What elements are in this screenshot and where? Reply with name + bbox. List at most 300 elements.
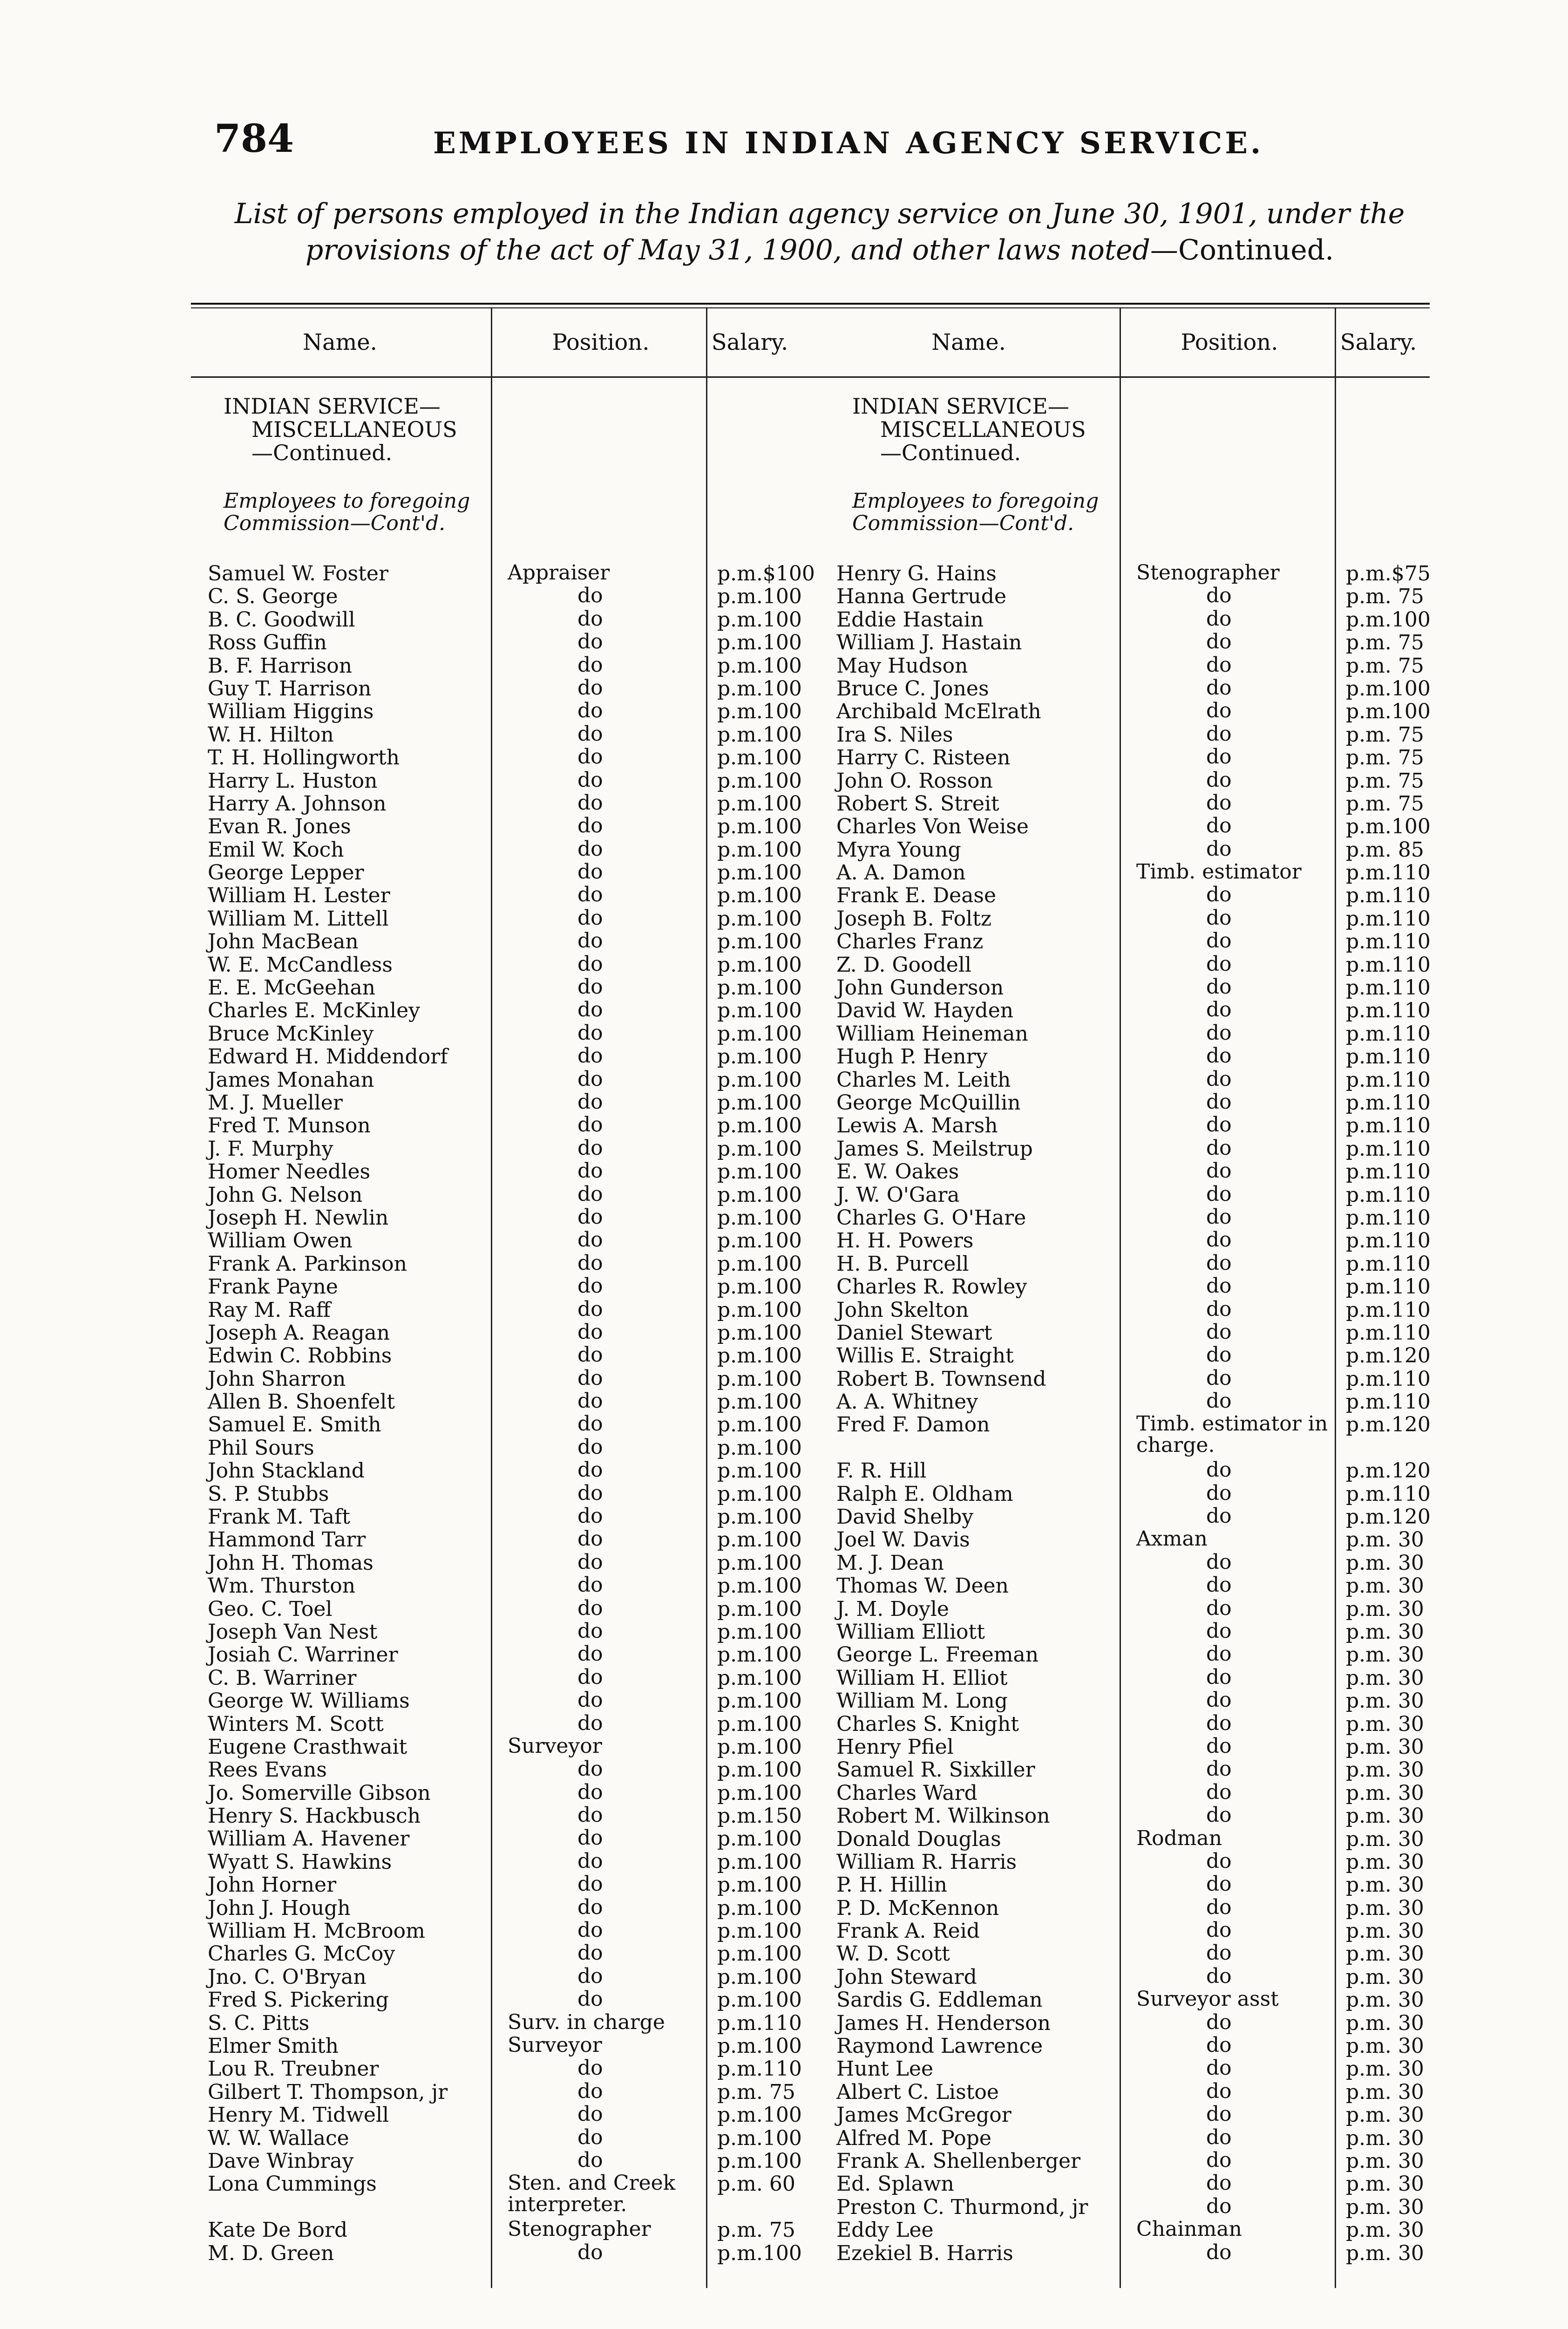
employee-salary: p.m. 30 xyxy=(1346,1850,1424,1874)
employee-salary: p.m.110 xyxy=(1346,1367,1431,1391)
table-row xyxy=(191,1228,802,1253)
employee-salary: p.m. 75 xyxy=(717,2080,795,2104)
table-row xyxy=(820,1297,1431,1322)
table-row xyxy=(820,2171,1424,2196)
table-row xyxy=(191,1941,802,1966)
table-row xyxy=(191,1504,802,1529)
employee-position: do xyxy=(1206,1803,1232,1827)
employee-position: do xyxy=(1206,1619,1232,1643)
table-row xyxy=(820,1090,1431,1115)
section-subtitle-line: Employees to foregoing xyxy=(852,489,1099,513)
table-row xyxy=(191,2148,802,2173)
employee-salary: p.m. 30 xyxy=(1346,1804,1424,1828)
employee-salary: p.m.100 xyxy=(717,654,802,678)
table-row xyxy=(191,1136,802,1161)
table-row xyxy=(191,1550,802,1575)
employee-salary: p.m. 30 xyxy=(1346,1712,1424,1736)
employee-position: do xyxy=(1206,699,1232,723)
table-row xyxy=(191,1688,802,1713)
employee-name: Raymond Lawrence xyxy=(836,2034,1043,2058)
section-title-line: —Continued. xyxy=(251,440,393,465)
table-row xyxy=(191,2171,795,2219)
employee-name: John H. Thomas xyxy=(208,1551,373,1575)
employee-salary: p.m.100 xyxy=(717,1735,802,1759)
employee-position: do xyxy=(577,1527,603,1551)
employee-name: Frank E. Dease xyxy=(836,884,997,908)
employee-position: do xyxy=(1206,837,1232,861)
employee-position: do xyxy=(577,1021,603,1045)
employee-position: do xyxy=(577,745,603,769)
employee-position: do xyxy=(1206,584,1232,608)
employee-position: Surveyor xyxy=(508,1734,602,1758)
employee-salary: p.m. 30 xyxy=(1346,1896,1424,1920)
employee-name: Rees Evans xyxy=(208,1758,327,1782)
employee-salary: p.m.100 xyxy=(717,1275,802,1299)
employee-position: do xyxy=(577,1113,603,1137)
employee-position: do xyxy=(577,1550,603,1574)
table-row xyxy=(820,1688,1424,1713)
employee-salary: p.m. 30 xyxy=(1346,2080,1424,2104)
table-row xyxy=(191,906,802,931)
table-row xyxy=(820,1964,1424,1989)
table-row xyxy=(820,699,1431,724)
employee-position: do xyxy=(577,2148,603,2172)
employee-position: do xyxy=(577,1205,603,1229)
employee-salary: p.m. 30 xyxy=(1346,2011,1424,2035)
column-header-salary: Salary. xyxy=(711,329,788,355)
table-row xyxy=(191,1113,802,1138)
employee-name: F. R. Hill xyxy=(836,1459,927,1483)
employee-position: do xyxy=(1206,1090,1232,1114)
employee-name: Preston C. Thurmond, jr xyxy=(836,2195,1088,2219)
employee-salary: p.m.100 xyxy=(717,1919,802,1943)
employee-position: do xyxy=(577,1090,603,1114)
employee-name: Charles Ward xyxy=(836,1781,977,1805)
table-row xyxy=(820,2010,1424,2035)
employee-salary: p.m.100 xyxy=(717,861,802,885)
employee-salary: p.m.100 xyxy=(717,1666,802,1690)
employee-name: George L. Freeman xyxy=(836,1643,1039,1667)
table-row xyxy=(191,2217,795,2242)
table-row xyxy=(191,1642,802,1667)
employee-position: do xyxy=(577,699,603,723)
table-row xyxy=(820,1504,1431,1529)
employee-salary: p.m. 85 xyxy=(1346,838,1424,862)
employee-name: Lou R. Treubner xyxy=(208,2057,379,2081)
employee-position: do xyxy=(1206,1711,1232,1735)
employee-name: William Higgins xyxy=(208,700,374,724)
employee-salary: p.m.100 xyxy=(717,676,802,701)
table-row xyxy=(191,745,802,770)
section-title-line: MISCELLANEOUS xyxy=(880,417,1086,442)
employee-salary: p.m.100 xyxy=(717,1873,802,1897)
employee-salary: p.m. 30 xyxy=(1346,1758,1424,1782)
employee-name: S. P. Stubbs xyxy=(208,1482,329,1506)
table-row xyxy=(820,1734,1424,1759)
employee-name: John Stackland xyxy=(208,1459,365,1483)
employee-position: do xyxy=(577,1757,603,1781)
employee-name: Alfred M. Pope xyxy=(836,2126,991,2150)
employee-name: Samuel R. Sixkiller xyxy=(836,1758,1035,1782)
employee-name: James H. Henderson xyxy=(836,2011,1051,2035)
table-row xyxy=(191,998,802,1023)
employee-salary: p.m.100 xyxy=(717,722,802,747)
employee-salary: p.m.100 xyxy=(717,1965,802,1989)
employee-name: Elmer Smith xyxy=(208,2034,339,2058)
employee-position: do xyxy=(577,1251,603,1275)
employee-salary: p.m.100 xyxy=(717,1942,802,1966)
table-row xyxy=(191,1458,802,1483)
employee-name: Dave Winbray xyxy=(208,2149,354,2173)
employee-salary: p.m.100 xyxy=(717,1620,802,1644)
employee-position: Timb. estimator xyxy=(1136,860,1302,884)
employee-name: Lewis A. Marsh xyxy=(836,1114,998,1138)
employee-salary: p.m.100 xyxy=(717,585,802,609)
employee-name: Samuel W. Foster xyxy=(208,562,388,586)
table-row xyxy=(820,1021,1431,1046)
employee-salary: p.m.100 xyxy=(717,2103,802,2127)
table-row xyxy=(191,1757,802,1782)
employee-name: John Sharron xyxy=(208,1367,346,1391)
employee-position: do xyxy=(577,1044,603,1068)
employee-salary: p.m. 30 xyxy=(1346,1827,1424,1851)
employee-salary: p.m.100 xyxy=(717,1045,802,1069)
employee-position: Timb. estimator in charge. xyxy=(1136,1412,1328,1457)
employee-position: do xyxy=(1206,1067,1232,1091)
employee-salary: p.m.110 xyxy=(1346,1321,1431,1345)
employee-position: do xyxy=(577,1182,603,1206)
employee-salary: p.m.100 xyxy=(717,746,802,770)
employee-position: do xyxy=(577,1159,603,1183)
employee-name: A. A. Whitney xyxy=(836,1390,978,1414)
employee-salary: p.m.100 xyxy=(717,700,802,724)
employee-salary: p.m.100 xyxy=(717,791,802,816)
employee-position: do xyxy=(577,653,603,677)
table-row xyxy=(191,2010,802,2035)
employee-position: do xyxy=(1206,2148,1232,2172)
employee-name: William H. Lester xyxy=(208,884,390,908)
table-row xyxy=(191,1159,802,1184)
employee-name: David W. Hayden xyxy=(836,999,1014,1023)
employee-salary: p.m.110 xyxy=(1346,1252,1431,1276)
employee-position: do xyxy=(1206,1458,1232,1482)
employee-position: do xyxy=(577,2240,603,2264)
table-row xyxy=(191,952,802,977)
employee-salary: p.m.100 xyxy=(717,1597,802,1621)
employee-position: do xyxy=(1206,975,1232,999)
employee-name: E. W. Oakes xyxy=(836,1160,959,1184)
employee-name: Ira S. Niles xyxy=(836,722,953,747)
employee-salary: p.m.110 xyxy=(717,2011,802,2035)
employee-position: do xyxy=(577,1067,603,1091)
employee-name: Charles R. Rowley xyxy=(836,1275,1027,1299)
employee-position: do xyxy=(1206,1688,1232,1712)
employee-name: William A. Havener xyxy=(208,1827,410,1851)
employee-position: do xyxy=(1206,1182,1232,1206)
employee-position: do xyxy=(1206,1389,1232,1413)
employee-position: do xyxy=(1206,2240,1232,2264)
employee-salary: p.m. 30 xyxy=(1346,2172,1424,2196)
employee-position: do xyxy=(1206,1159,1232,1183)
employee-position: do xyxy=(577,1136,603,1160)
employee-name: William Owen xyxy=(208,1229,353,1253)
employee-position: do xyxy=(577,1849,603,1873)
employee-name: Z. D. Goodell xyxy=(836,953,971,977)
employee-name: Robert M. Wilkinson xyxy=(836,1804,1050,1828)
employee-salary: p.m.110 xyxy=(1346,884,1431,908)
table-row xyxy=(820,1872,1424,1897)
employee-position: do xyxy=(577,1665,603,1689)
employee-name: Eddie Hastain xyxy=(836,607,984,632)
employee-salary: p.m.110 xyxy=(1346,1183,1431,1207)
employee-name: Archibald McElrath xyxy=(836,700,1041,724)
employee-salary: p.m. 30 xyxy=(1346,2195,1424,2219)
employee-position: do xyxy=(577,1941,603,1965)
table-row xyxy=(820,2079,1424,2104)
employee-name: Hammond Tarr xyxy=(208,1528,366,1552)
table-row xyxy=(191,1297,802,1322)
employee-position: do xyxy=(1206,2010,1232,2034)
employee-name: Robert B. Townsend xyxy=(836,1367,1046,1391)
employee-position: do xyxy=(577,1642,603,1666)
table-row xyxy=(191,1182,802,1207)
column-header-name: Name. xyxy=(303,329,377,355)
employee-position: do xyxy=(577,952,603,976)
employee-position: do xyxy=(1206,2033,1232,2057)
table-row xyxy=(820,952,1431,977)
table-row xyxy=(820,584,1424,609)
section-title-line: MISCELLANEOUS xyxy=(251,417,457,442)
employee-salary: p.m. 75 xyxy=(1346,746,1424,770)
employee-salary: p.m. 30 xyxy=(1346,2126,1424,2150)
employee-name: Willis E. Straight xyxy=(836,1344,1014,1368)
employee-name: William R. Harris xyxy=(836,1850,1017,1874)
employee-salary: p.m.110 xyxy=(1346,1114,1431,1138)
employee-position: do xyxy=(577,2056,603,2080)
employee-name: Ray M. Raff xyxy=(208,1298,331,1322)
employee-salary: p.m.110 xyxy=(1346,1160,1431,1184)
employee-name: Ed. Splawn xyxy=(836,2172,954,2196)
employee-salary: p.m.100 xyxy=(717,999,802,1023)
table-row xyxy=(820,883,1431,908)
employee-position: do xyxy=(577,1987,603,2011)
table-row xyxy=(191,2240,802,2265)
table-row xyxy=(820,2033,1424,2058)
employee-salary: p.m.100 xyxy=(1346,815,1431,839)
employee-position: do xyxy=(577,1412,603,1436)
employee-name: Frank M. Taft xyxy=(208,1505,350,1529)
table-row xyxy=(191,1964,802,1989)
employee-name: J. M. Doyle xyxy=(836,1597,949,1621)
table-row xyxy=(820,1044,1431,1069)
employee-position: do xyxy=(1206,606,1232,631)
employee-salary: p.m.110 xyxy=(1346,1298,1431,1322)
employee-name: Donald Douglas xyxy=(836,1827,1001,1851)
employee-salary: p.m.100 xyxy=(717,607,802,632)
table-row xyxy=(820,906,1431,931)
section-subtitle-line: Commission—Cont'd. xyxy=(224,511,446,535)
employee-name: B. C. Goodwill xyxy=(208,607,355,632)
table-row xyxy=(191,975,802,1000)
employee-salary: p.m.100 xyxy=(717,1252,802,1276)
table-row xyxy=(191,1665,802,1690)
employee-position: do xyxy=(1206,952,1232,976)
employee-name: P. D. McKennon xyxy=(836,1896,999,1920)
table-row xyxy=(191,1090,802,1115)
table-row xyxy=(820,1343,1431,1368)
table-row xyxy=(820,1458,1431,1483)
employee-position: do xyxy=(1206,1872,1232,1896)
table-row xyxy=(820,1665,1424,1690)
table-row xyxy=(820,2217,1424,2242)
employee-name: Charles G. O'Hare xyxy=(836,1205,1026,1230)
employee-position: do xyxy=(577,2079,603,2103)
employee-name: Joseph B. Foltz xyxy=(836,906,992,931)
employee-position: do xyxy=(577,1688,603,1712)
table-row xyxy=(820,1228,1431,1253)
employee-salary: p.m. 30 xyxy=(1346,2034,1424,2058)
table-row xyxy=(820,1849,1424,1874)
employee-salary: p.m. 30 xyxy=(1346,1689,1424,1713)
employee-name: Thomas W. Deen xyxy=(836,1574,1009,1598)
table-row xyxy=(191,584,802,609)
employee-name: Fred S. Pickering xyxy=(208,1988,389,2012)
table-row xyxy=(820,1895,1424,1920)
employee-salary: p.m. 30 xyxy=(1346,1643,1424,1667)
employee-salary: p.m.100 xyxy=(717,815,802,839)
employee-salary: p.m.110 xyxy=(1346,1021,1431,1046)
employee-salary: p.m.$100 xyxy=(717,562,815,586)
employee-position: do xyxy=(1206,1941,1232,1965)
employee-salary: p.m.100 xyxy=(717,631,802,655)
table-row xyxy=(820,675,1431,701)
employee-position: do xyxy=(1206,906,1232,930)
table-row xyxy=(820,1619,1424,1644)
section-subtitle xyxy=(834,490,1169,535)
employee-name: William M. Long xyxy=(836,1689,1008,1713)
employee-salary: p.m.100 xyxy=(717,1021,802,1046)
employee-name: C. B. Warriner xyxy=(208,1666,357,1690)
employee-position: do xyxy=(577,1504,603,1528)
left-rows xyxy=(191,561,815,2265)
right-rows xyxy=(820,561,1431,2265)
table-row xyxy=(191,1987,802,2012)
employee-salary: p.m. 75 xyxy=(1346,769,1424,793)
table-row xyxy=(820,745,1424,770)
employee-name: Hunt Lee xyxy=(836,2057,934,2081)
table-row xyxy=(191,630,802,655)
employee-name: William Heineman xyxy=(836,1021,1028,1046)
employee-salary: p.m.100 xyxy=(717,1827,802,1851)
employee-name: Eugene Crasthwait xyxy=(208,1735,407,1759)
table-row xyxy=(191,860,802,885)
employee-position: do xyxy=(1206,1849,1232,1873)
employee-name: Albert C. Listoe xyxy=(836,2080,999,2104)
employee-name: Lona Cummings xyxy=(208,2172,377,2196)
employee-salary: p.m.100 xyxy=(1346,700,1431,724)
table-row xyxy=(820,1320,1431,1345)
employee-salary: p.m. 30 xyxy=(1346,1919,1424,1943)
employee-name: C. S. George xyxy=(208,585,338,609)
employee-name: Charles S. Knight xyxy=(836,1712,1019,1736)
table-row xyxy=(820,653,1424,678)
employee-name: Homer Needles xyxy=(208,1160,371,1184)
employee-salary: p.m.150 xyxy=(717,1804,802,1828)
employee-name: W. E. McCandless xyxy=(208,953,393,977)
table-row xyxy=(820,1642,1424,1667)
employee-position: do xyxy=(577,675,603,700)
employee-salary: p.m.100 xyxy=(717,1183,802,1207)
table-row xyxy=(820,1918,1424,1943)
employee-salary: p.m.100 xyxy=(717,1482,802,1506)
table-row xyxy=(191,1619,802,1644)
employee-salary: p.m. 75 xyxy=(1346,791,1424,816)
employee-salary: p.m. 75 xyxy=(1346,654,1424,678)
employee-name: John J. Hough xyxy=(208,1896,351,1920)
employee-position: do xyxy=(1206,630,1232,654)
employee-name: Joseph H. Newlin xyxy=(208,1205,389,1230)
employee-salary: p.m.110 xyxy=(1346,1482,1431,1506)
employee-name: Robert S. Streit xyxy=(836,791,999,816)
employee-salary: p.m.100 xyxy=(717,838,802,862)
employee-name: James McGregor xyxy=(836,2103,1011,2127)
table-row xyxy=(820,768,1424,793)
employee-name: M. J. Mueller xyxy=(208,1090,343,1115)
employee-salary: p.m. 30 xyxy=(1346,1942,1424,1966)
employee-name: Frank A. Reid xyxy=(836,1919,980,1943)
employee-salary: p.m. 75 xyxy=(1346,631,1424,655)
table-row xyxy=(820,1757,1424,1782)
table-row xyxy=(191,1849,802,1874)
employee-salary: p.m. 30 xyxy=(1346,2103,1424,2127)
employee-salary: p.m.100 xyxy=(717,1413,802,1437)
employee-name: Frank A. Parkinson xyxy=(208,1252,407,1276)
employee-position: do xyxy=(1206,1573,1232,1597)
employee-name: Henry Pfiel xyxy=(836,1735,954,1759)
table-row xyxy=(191,1021,802,1046)
employee-name: S. C. Pitts xyxy=(208,2011,310,2035)
employee-salary: p.m.110 xyxy=(1346,1229,1431,1253)
employee-salary: p.m. 30 xyxy=(1346,1781,1424,1805)
employee-salary: p.m.100 xyxy=(717,1160,802,1184)
employee-position: do xyxy=(577,1228,603,1252)
table-row xyxy=(820,606,1431,632)
employee-position: do xyxy=(1206,883,1232,907)
table-row xyxy=(820,1412,1431,1459)
employee-name: Charles M. Leith xyxy=(836,1068,1011,1092)
employee-name: P. H. Hillin xyxy=(836,1873,948,1897)
employee-salary: p.m.100 xyxy=(717,906,802,931)
running-head: EMPLOYEES IN INDIAN AGENCY SERVICE. xyxy=(433,126,1264,161)
table-caption xyxy=(205,196,1434,268)
employee-position: do xyxy=(577,768,603,792)
employee-salary: p.m.100 xyxy=(717,1574,802,1598)
employee-salary: p.m.100 xyxy=(717,1459,802,1483)
table-row xyxy=(820,1987,1424,2012)
employee-position: do xyxy=(577,1826,603,1850)
employee-salary: p.m. 30 xyxy=(1346,2218,1424,2242)
employee-salary: p.m.110 xyxy=(1346,953,1431,977)
employee-position: do xyxy=(577,1573,603,1597)
table-row xyxy=(191,1734,802,1759)
employee-position: do xyxy=(1206,2079,1232,2103)
employee-position: do xyxy=(577,606,603,631)
employee-name: Henry G. Hains xyxy=(836,562,997,586)
employee-name: John O. Rosson xyxy=(836,769,993,793)
employee-name: W. H. Hilton xyxy=(208,722,334,747)
employee-position: do xyxy=(577,790,603,815)
table-row xyxy=(191,722,802,747)
